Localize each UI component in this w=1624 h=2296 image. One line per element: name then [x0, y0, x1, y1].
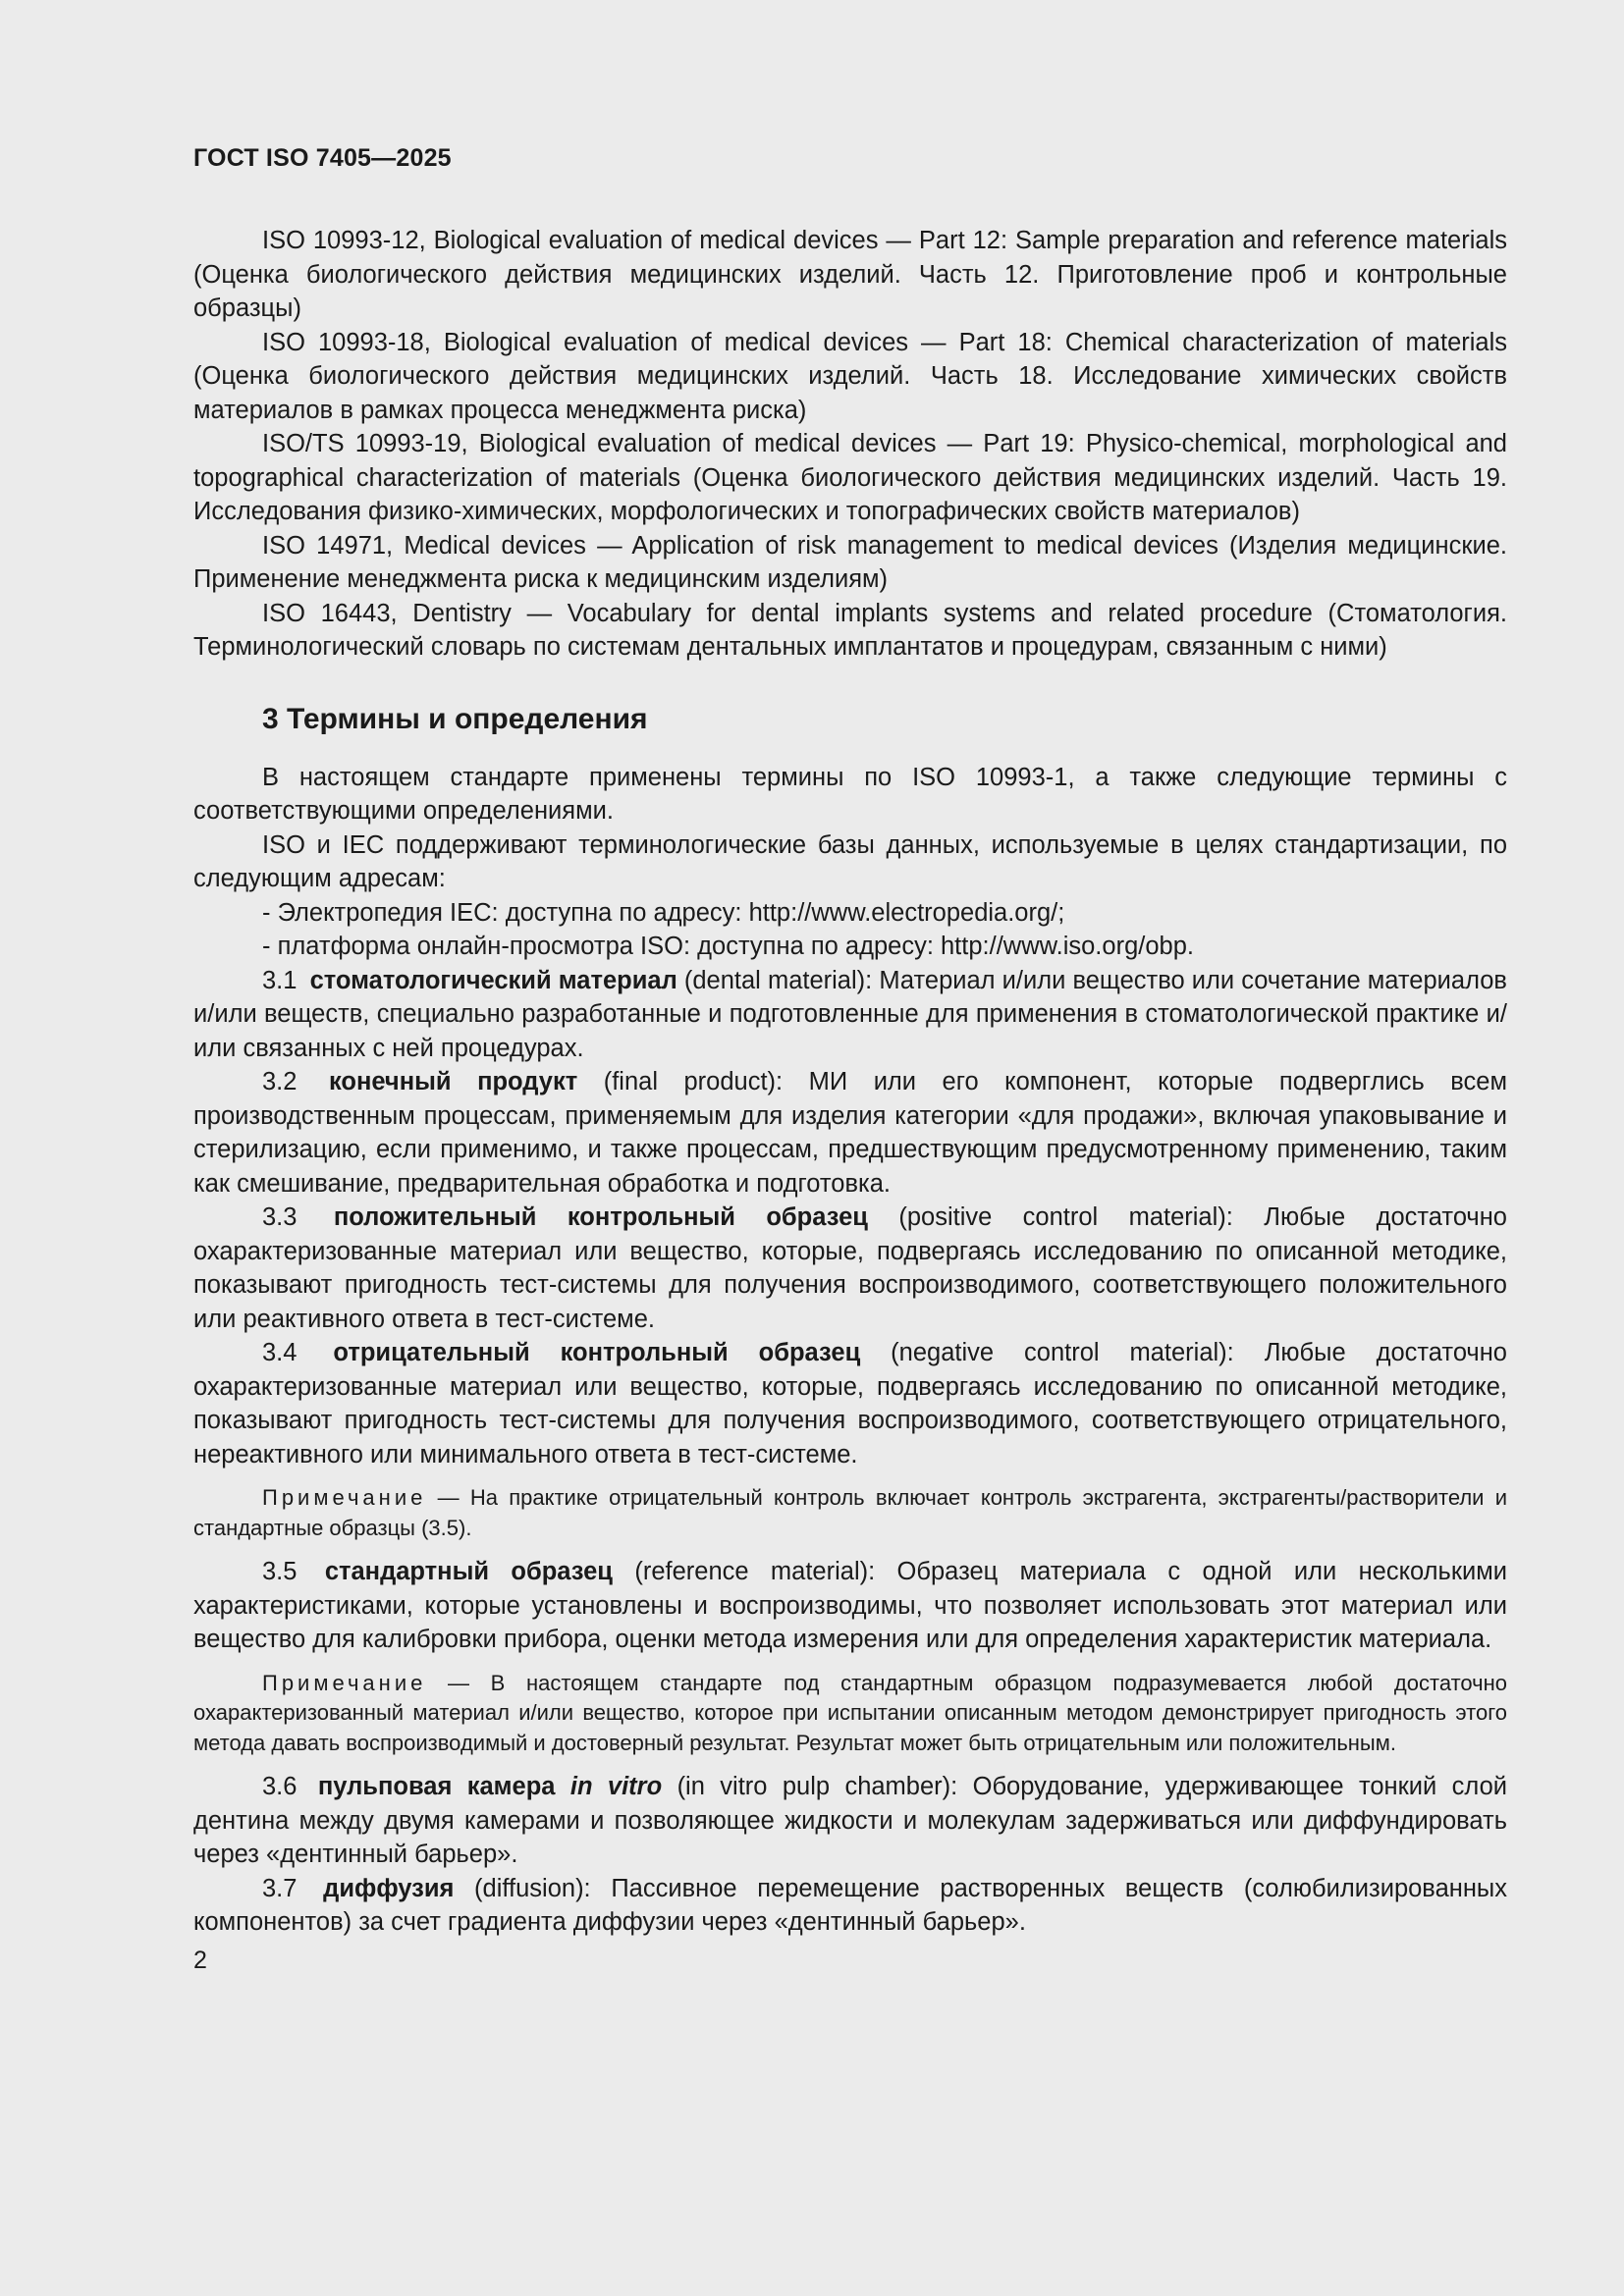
term-name: конечный продукт: [328, 1068, 578, 1095]
term-number: 3.3: [262, 1203, 298, 1231]
normative-references: [193, 224, 1507, 665]
term-3-2: [193, 1065, 1507, 1201]
section-intro: В настоящем стандарте применены термины по ISO 10993-1, а также следующие термины с соответствующими определениями.: [193, 763, 1507, 825]
term-definition: (negative control material): Любые достаточно охарактеризованные материал или вещество, которые, подвергаясь исследованию по описанной методике, показывают пригодность тест-системы для получения воспроизводимого, соответствующего отрицательного, нереактивного или минимального ответа в тест-системе.: [193, 1339, 1507, 1468]
document-page: [193, 143, 1507, 1975]
term-name: диффузия: [323, 1874, 455, 1902]
term-name-italic: in vitro: [569, 1773, 663, 1800]
link-electropedia: - Электропедия IEC: доступна по адресу: http://www.electropedia.org/;: [262, 898, 1065, 927]
term-definition: (positive control material): Любые достаточно охарактеризованные материал или вещество, которые, подвергаясь исследованию по описанной методике, показывают пригодность тест-системы для получения воспроизводимого, соответствующего положительного или реактивного ответа в тест-системе.: [193, 1203, 1507, 1333]
term-number: 3.7: [262, 1874, 298, 1902]
note-3-4: [193, 1483, 1507, 1543]
term-3-1: [193, 964, 1507, 1066]
term-definition: (diffusion): Пассивное перемещение растворенных веществ (солюбилизированных компонентов) за счет градиента диффузии через «дентинный барьер».: [193, 1874, 1507, 1936]
page-number: 2: [193, 1946, 207, 1974]
reference-item: ISO/TS 10993-19, Biological evaluation of medical devices — Part 19: Physico-chemical, morphological and topographical characterization of materials (Оценка биологического действия медицинских изделий. Часть 19. Исследования физико-химических, морфологических и топографических свойств материалов): [193, 430, 1507, 525]
section-intro: ISO и IEC поддерживают терминологические базы данных, используемые в целях стандартизации, по следующим адресам:: [193, 830, 1507, 892]
term-definition: (in vitro pulp chamber): Оборудование, удерживающее тонкий слой дентина между двумя камерами и позволяющее жидкости и молекулам задерживаться или диффундировать через «дентинный барьер».: [193, 1773, 1507, 1868]
note-label: Примечание: [262, 1670, 427, 1695]
term-number: 3.6: [262, 1773, 298, 1800]
term-3-5: [193, 1555, 1507, 1657]
term-name: отрицательный контрольный образец: [333, 1339, 861, 1366]
note-text: — На практике отрицательный контроль включает контроль экстрагента, экстрагенты/растворители и стандартные образцы (3.5).: [193, 1485, 1507, 1540]
note-label: Примечание: [262, 1485, 427, 1510]
term-3-4: [193, 1336, 1507, 1471]
note-3-5: [193, 1669, 1507, 1759]
document-header: ГОСТ ISO 7405—2025: [193, 144, 452, 172]
term-number: 3.5: [262, 1558, 298, 1585]
term-3-3: [193, 1201, 1507, 1336]
reference-item: ISO 14971, Medical devices — Application of risk management to medical devices (Изделия медицинские. Применение менеджмента риска к медицинским изделиям): [193, 531, 1507, 593]
term-definition: (reference material): Образец материала с одной или несколькими характеристиками, которые установлены и воспроизводимы, что позволяет использовать этот материал или вещество для калибровки прибора, оценки метода измерения или для определения характеристик материала.: [193, 1558, 1507, 1653]
term-number: 3.4: [262, 1339, 298, 1366]
reference-item: ISO 16443, Dentistry — Vocabulary for dental implants systems and related procedure (Стоматология. Терминологический словарь по системам дентальных имплантатов и процедурам, связанным с ними): [193, 599, 1507, 661]
term-number: 3.2: [262, 1068, 298, 1095]
term-definition: (final product): МИ или его компонент, которые подверглись всем производственным процессам, применяемым для изделия категории «для продажи», включая упаковывание и стерилизацию, если применимо, и также процессам, предшествующим предусмотренному применению, таким как смешивание, предварительная обработка и подготовка.: [193, 1068, 1507, 1198]
link-iso-obp: - платформа онлайн-просмотра ISO: доступна по адресу: http://www.iso.org/obp.: [262, 933, 1194, 960]
term-name: пульповая камера: [317, 1773, 570, 1800]
term-name: стоматологический материал: [309, 966, 677, 994]
reference-item: ISO 10993-18, Biological evaluation of medical devices — Part 18: Chemical characterization of materials (Оценка биологического действия медицинских изделий. Часть 18. Исследование химических свойств материалов в рамках процесса менеджмента риска): [193, 328, 1507, 424]
note-text: — В настоящем стандарте под стандартным образцом подразумевается любой достаточно охарактеризованный материал и/или вещество, которое при испытании описанным методом демонстрирует пригодность этого метода давать воспроизводимый и достоверный результат. Результат может быть отрицательным или положительным.: [193, 1670, 1507, 1755]
term-number: 3.1: [262, 966, 298, 994]
section-title: 3 Термины и определения: [262, 702, 648, 735]
reference-item: ISO 10993-12, Biological evaluation of medical devices — Part 12: Sample preparation and reference materials (Оценка биологического действия медицинских изделий. Часть 12. Приготовление проб и контрольные образцы): [193, 227, 1507, 322]
term-definition: (dental material): Материал и/или вещество или сочетание материалов и/или веществ, специально разработанные и подготовленные для применения в стоматологической практике и/или связанных с ней процедурах.: [193, 966, 1507, 1062]
term-name: положительный контрольный образец: [333, 1203, 868, 1231]
term-3-6: [193, 1770, 1507, 1872]
term-name: стандартный образец: [324, 1558, 613, 1585]
term-3-7: [193, 1872, 1507, 1940]
